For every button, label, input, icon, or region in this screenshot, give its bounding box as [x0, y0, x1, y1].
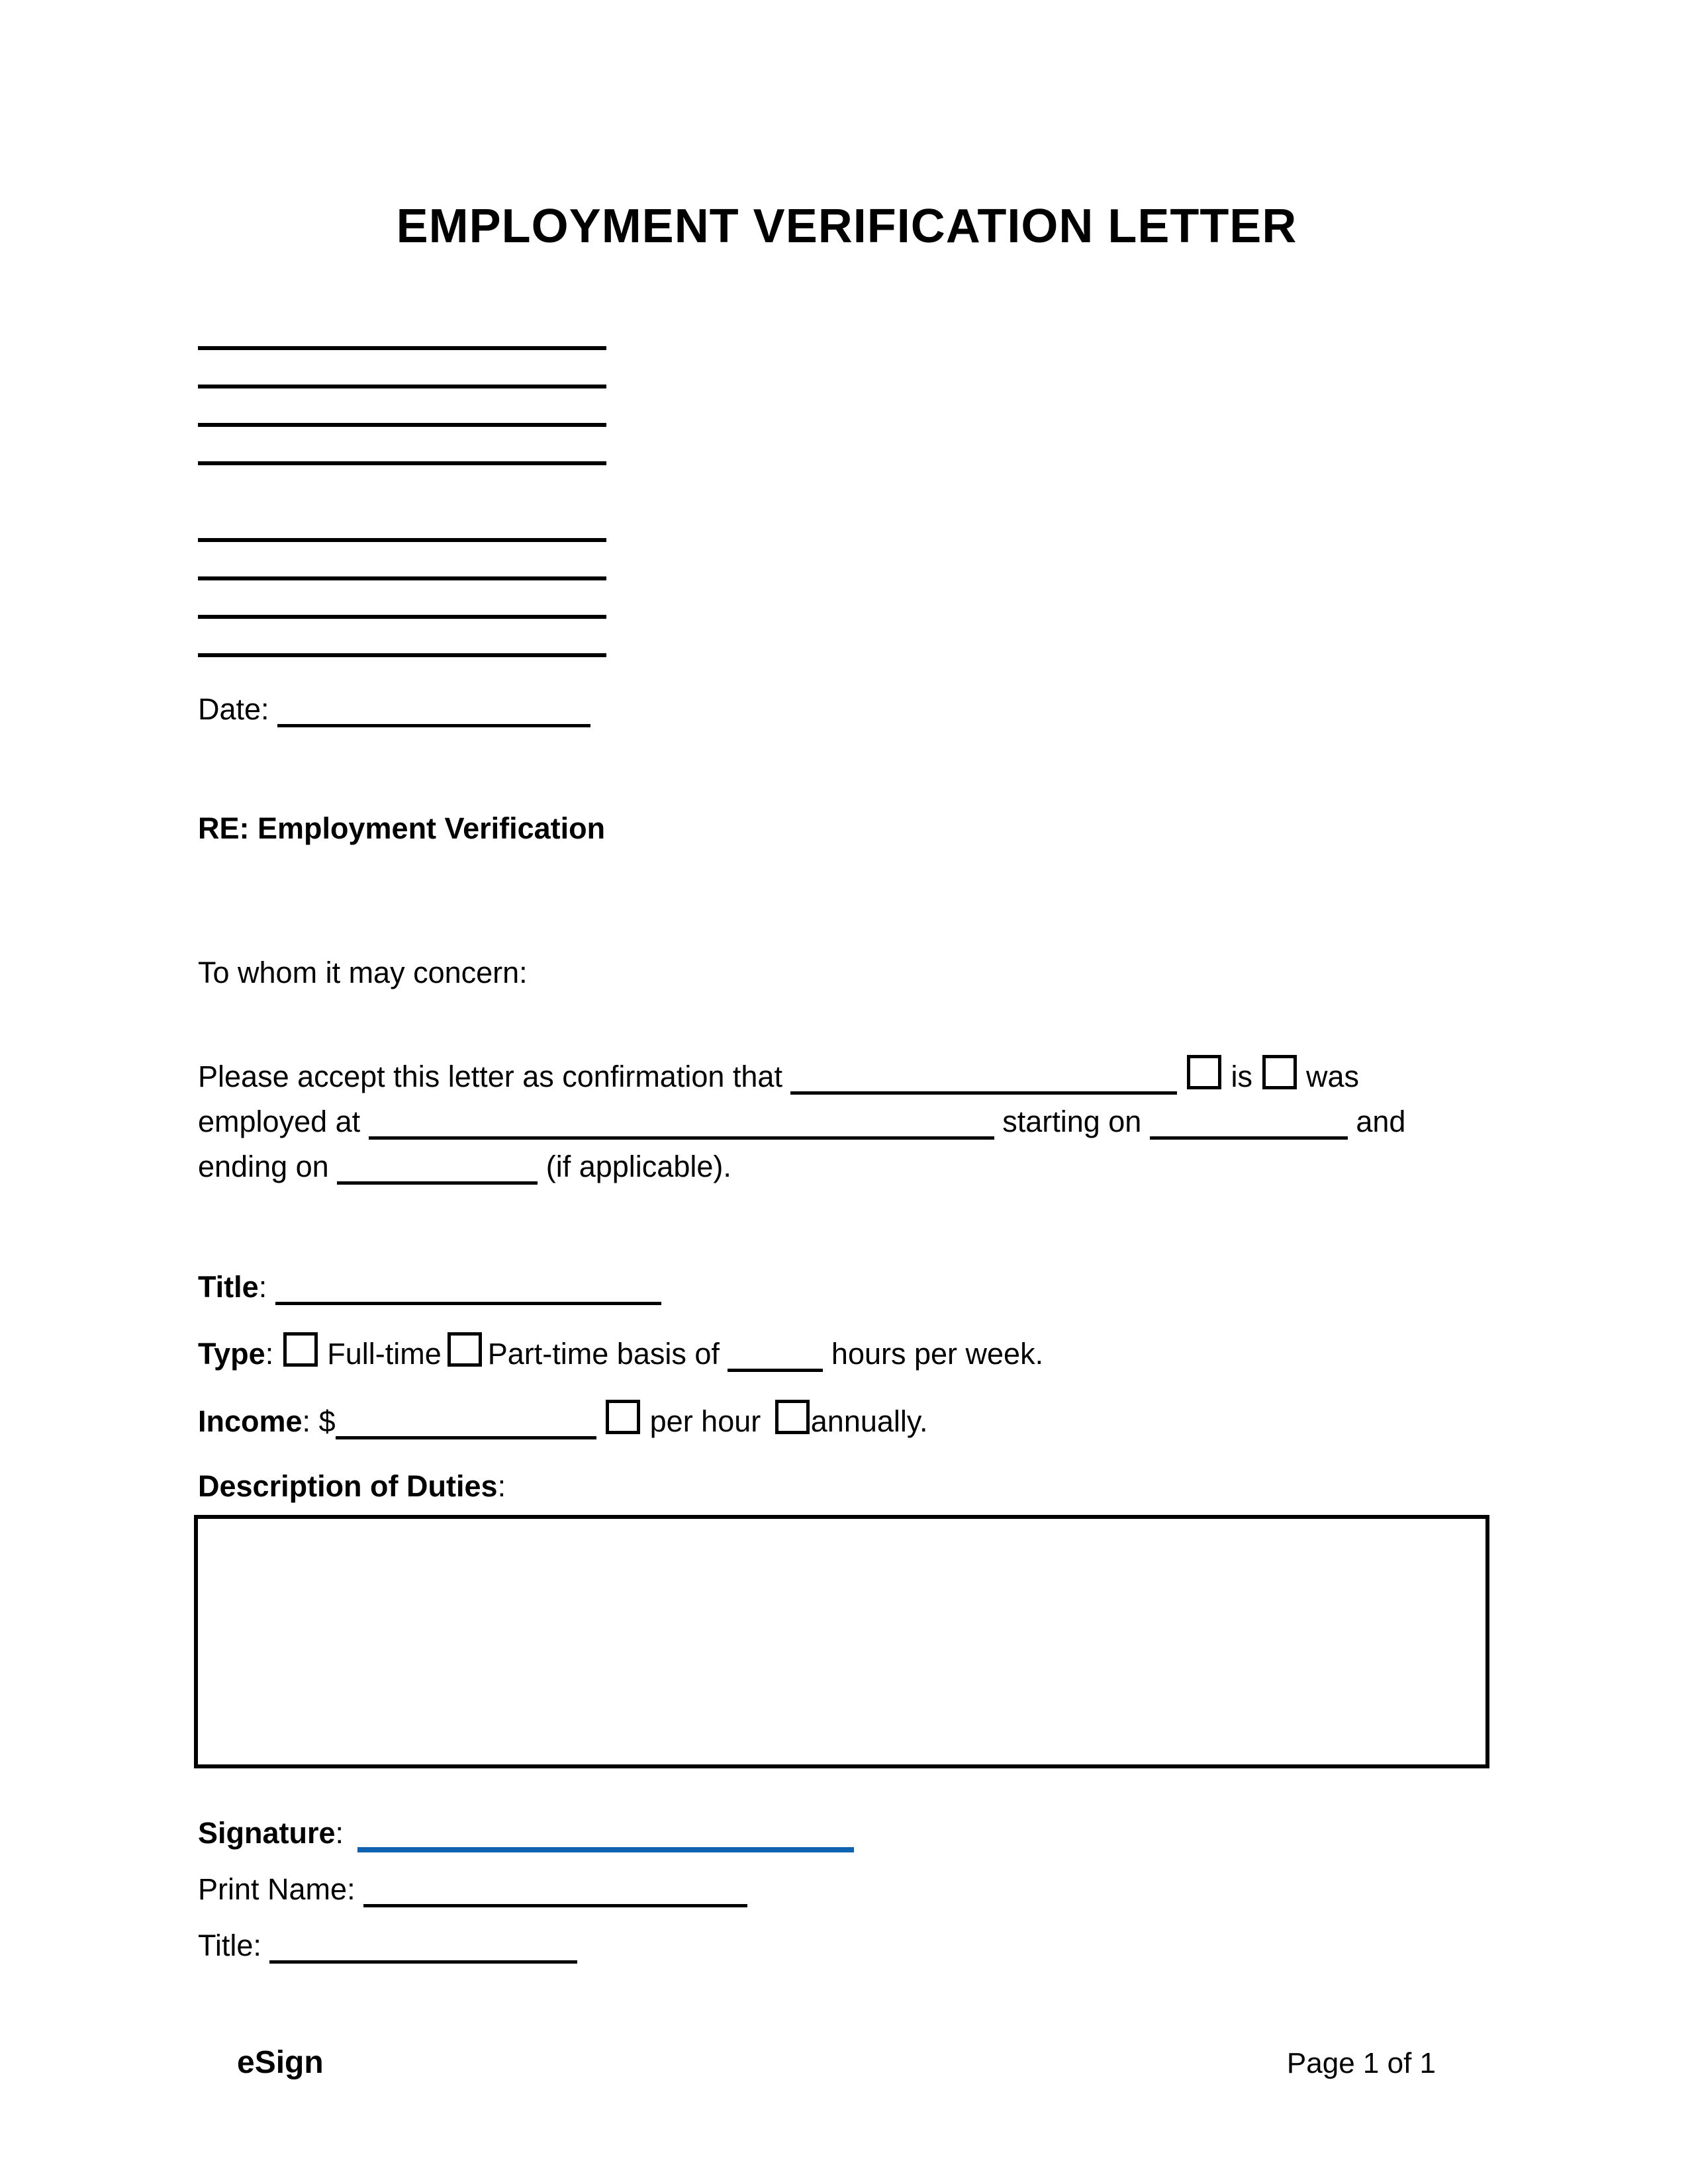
part-time-label: Part-time basis of	[487, 1337, 720, 1371]
document-content	[0, 198, 1694, 1965]
print-name-label: Print Name:	[198, 1872, 355, 1906]
recipient-blank-line[interactable]	[198, 504, 606, 542]
signature-label: Signature	[198, 1816, 336, 1850]
signature-colon: :	[335, 1816, 344, 1850]
confirmation-line-3	[198, 1144, 1495, 1189]
employee-name-input-line[interactable]	[790, 1091, 1177, 1095]
page-footer	[237, 2044, 1436, 2083]
recipient-blank-line[interactable]	[198, 619, 606, 657]
page-indicator: Page 1 of 1	[1286, 2047, 1436, 2079]
recipient-line-group-1	[198, 312, 1495, 465]
currency-symbol: $	[318, 1404, 336, 1438]
start-date-input-line[interactable]	[1150, 1136, 1348, 1140]
print-name-row	[198, 1870, 1495, 1909]
starting-on-text: starting on	[1002, 1105, 1142, 1138]
recipient-line-group-2	[198, 504, 1495, 657]
is-checkbox[interactable]	[1187, 1055, 1221, 1089]
signature-row	[198, 1814, 1495, 1852]
job-title-colon: :	[258, 1270, 267, 1304]
per-hour-checkbox[interactable]	[606, 1400, 640, 1434]
recipient-blank-line[interactable]	[198, 580, 606, 619]
hours-input-line[interactable]	[728, 1369, 823, 1372]
recipient-blank-line[interactable]	[198, 542, 606, 580]
hours-suffix: hours per week.	[831, 1337, 1044, 1371]
job-title-row	[198, 1268, 1495, 1306]
income-input-line[interactable]	[336, 1436, 596, 1439]
per-hour-label: per hour	[649, 1404, 761, 1438]
confirmation-line-1	[198, 1054, 1495, 1099]
salutation: To whom it may concern:	[198, 956, 528, 989]
annually-checkbox[interactable]	[775, 1400, 810, 1434]
end-date-input-line[interactable]	[337, 1181, 538, 1185]
employed-at-text: employed at	[198, 1105, 361, 1138]
signer-title-input-line[interactable]	[269, 1960, 577, 1964]
confirmation-paragraph	[198, 1054, 1495, 1189]
recipient-blank-line[interactable]	[198, 312, 606, 350]
type-label: Type	[198, 1337, 265, 1371]
employer-input-line[interactable]	[369, 1136, 994, 1140]
income-row	[198, 1400, 1495, 1441]
confirmation-line-2	[198, 1099, 1495, 1144]
duties-label: Description of Duties	[198, 1469, 498, 1503]
and-text: and	[1356, 1105, 1406, 1138]
type-colon: :	[265, 1337, 274, 1371]
subject-line: RE: Employment Verification	[198, 811, 606, 845]
income-colon: :	[302, 1404, 311, 1438]
duties-colon: :	[497, 1469, 506, 1503]
document-title: EMPLOYMENT VERIFICATION LETTER	[396, 200, 1297, 253]
signer-title-row	[198, 1927, 1495, 1965]
recipient-blank-line[interactable]	[198, 427, 606, 465]
if-applicable-text: (if applicable).	[545, 1150, 731, 1183]
full-time-checkbox[interactable]	[283, 1332, 318, 1367]
part-time-checkbox[interactable]	[447, 1332, 482, 1367]
signer-title-label: Title:	[198, 1929, 261, 1962]
is-label: is	[1231, 1060, 1252, 1093]
duties-label-row	[198, 1467, 1495, 1506]
date-row	[198, 690, 1495, 729]
full-time-label: Full-time	[327, 1337, 442, 1371]
job-title-input-line[interactable]	[275, 1302, 661, 1305]
date-input-line[interactable]	[277, 724, 590, 727]
annually-label: annually.	[810, 1404, 928, 1438]
income-label: Income	[198, 1404, 303, 1438]
date-label: Date:	[198, 692, 269, 726]
recipient-blank-line[interactable]	[198, 350, 606, 388]
employment-type-row	[198, 1332, 1495, 1373]
recipient-blank-line[interactable]	[198, 388, 606, 427]
ending-on-text: ending on	[198, 1150, 329, 1183]
duties-textarea-box[interactable]	[194, 1515, 1489, 1768]
print-name-input-line[interactable]	[363, 1904, 747, 1907]
was-label: was	[1306, 1060, 1360, 1093]
brand-logo: eSign	[237, 2045, 324, 2080]
signature-input-line[interactable]	[357, 1847, 854, 1852]
confirmation-text: Please accept this letter as confirmation that	[198, 1060, 782, 1093]
job-title-label: Title	[198, 1270, 259, 1304]
was-checkbox[interactable]	[1262, 1055, 1297, 1089]
